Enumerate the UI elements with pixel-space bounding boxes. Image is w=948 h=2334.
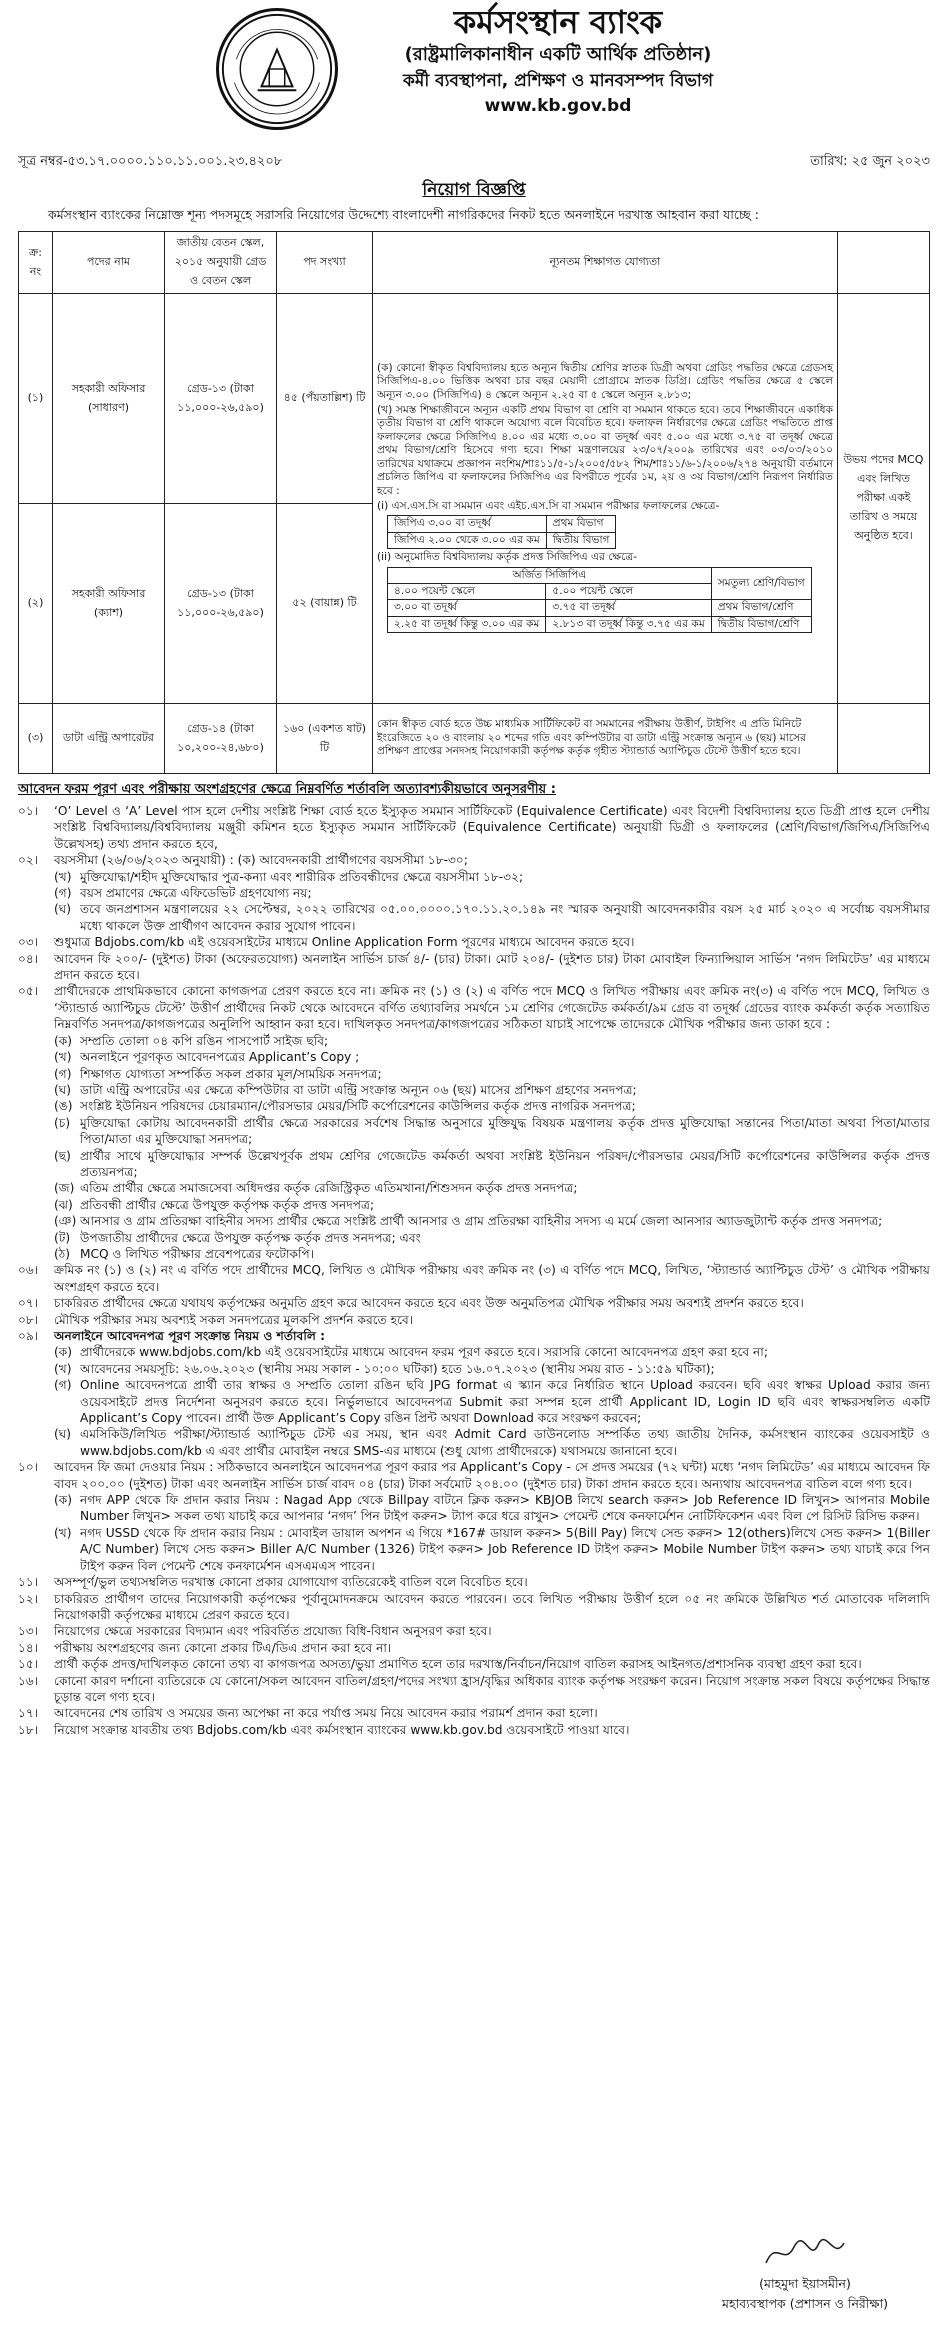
item-number: ০৮। — [18, 1312, 39, 1327]
item-text: নগদ APP থেকে ফি প্রদান করার নিয়ম : Nagad App থেকে Billpay বাটনে ক্লিক করুন> KBJOB লিখে search করুন> Job Reference ID লিখুন> আপনার Mobile Number লিখুন> সকল তথ্য যাচাই করে আপনার ‘নগদ’ পিন টাইপ করুন> ট্যাপ করে ধরে রাখুন> পেমেন্ট শেষে কনফার্মেশন নোটিফিকেশন এবং বিল পে রিসিট রিসিভ করুন। — [80, 1493, 930, 1524]
item-text: বয়স প্রমাণের ক্ষেত্রে এফিডেভিট গ্রহণযোগ্য নয়; — [80, 886, 312, 901]
list-item — [18, 1328, 930, 1344]
qualification-cell — [373, 294, 838, 704]
item-number: (ঘ) — [54, 1427, 72, 1442]
list-item — [18, 951, 930, 984]
item-text: অনলাইনে আবেদনপত্র পূরণ সংক্রান্ত নিয়ম ও শর্তাবলি : — [54, 1329, 326, 1343]
item-text: MCQ ও লিখিত পরীক্ষার প্রবেশপত্রের ফটোকপি। — [80, 1246, 315, 1261]
item-text: চাকরিরত প্রার্থীদের ক্ষেত্রে যথাযথ কর্তৃপক্ষের অনুমতি গ্রহণ করে আবেদন করতে হবে এবং উক্ত অনুমতিপত্র মৌখিক পরীক্ষার সময় অবশ্যই প্রদর্শন করতে হবে। — [54, 1296, 804, 1311]
item-number: ০৭। — [18, 1296, 39, 1311]
empty-cell — [838, 704, 930, 774]
item-text: নগদ USSD থেকে ফি প্রদান করার নিয়ম : মোবাইল ডায়াল অপশন এ গিয়ে *167# ডায়াল করুন> 5(Bill Pay) লিখে সেন্ড করুন> 12(others)লিখে সেন্ড করুন> 1(Biller A/C Number) লিখে সেন্ড করুন> Biller A/C Number (1326) টাইপ করুন> Job Reference ID টাইপ করুন> Mobile Number টাইপ করুন> তথ্য যাচাই করে পিন টাইপ করুন বিল পেমেন্ট শেষে কনফার্মেশন এসএমএস পাবেন। — [80, 1525, 930, 1573]
list-item — [18, 1098, 930, 1114]
list-item — [18, 1295, 930, 1311]
posts-table — [18, 231, 930, 774]
list-item — [18, 1115, 930, 1148]
cgpa-cell: অর্জিত সিজিপিএ — [388, 567, 712, 583]
item-text: নিয়োগের ক্ষেত্রে সরকারের বিদ্যমান এবং পরিবর্তিত প্রযোজ্য বিধি-বিধান অনুসরণ করা হবে। — [54, 1624, 492, 1639]
item-number: ০৩। — [18, 935, 39, 950]
list-item — [18, 983, 930, 1032]
item-text: পরীক্ষায় অংশগ্রহণের জন্য কোনো প্রকার টিএ/ডিএ প্রদান করা হবে না। — [54, 1640, 392, 1655]
item-number: ১২। — [18, 1591, 39, 1606]
item-text: নিয়োগ সংক্রান্ত যাবতীয় তথ্য Bdjobs.com/kb এবং কর্মসংস্থান ব্যাংকের www.kb.gov.bd ওয়েবসাইটে পাওয়া যাবে। — [54, 1722, 630, 1737]
item-text: Online আবেদনপত্রে প্রার্থী তার স্বাক্ষর ও সম্প্রতি তোলা রঙিন ছবি JPG format এ স্ক্যান করে নির্ধারিত স্থানে Upload করবেন। ছবি এবং স্বাক্ষর Upload করার জন্য ওয়েবসাইটে প্রদত্ত নির্দেশনা অনুসরণ করতে হবে। নির্ভুলভাবে আবেদনপত্র Submit করা সম্পন্ন হলে প্রার্থী Applicant ID, Login ID ছবি এবং স্বাক্ষরসম্বলিত একটি Applicant’s Copy পাবেন। প্রার্থী উক্ত Applicant’s Copy রঙিন প্রিন্ট অথবা Download করে সংরক্ষণ করবেন; — [80, 1378, 930, 1426]
list-item — [18, 1673, 930, 1706]
th-extra — [838, 232, 930, 294]
item-text: তবে জনপ্রশাসন মন্ত্রণালয়ের ২২ সেপ্টেম্বর, ২০২২ তারিখের ০৫.০০.০০০০.১৭০.১১.২০.১৪৯ নং স্মারক অনুযায়ী আবেদনকারীর বয়স ২৫ মার্চ ২০২০ এ সর্বোচ্চ বয়সসীমার মধ্যে থাকলে উক্ত প্রার্থীগণ আবেদন করার সুযোগ পাবেন। — [80, 902, 930, 933]
item-number: ১৩। — [18, 1624, 39, 1639]
notice-title: নিয়োগ বিজ্ঞপ্তি — [422, 180, 526, 200]
item-text: আবেদনের সময়সূচি: ২৬.০৬.২০২৩ (স্থানীয় সময় সকাল - ১০:০০ ঘটিকা) হতে ১৬.০৭.২০২৩ (স্থানীয় সময় রাত - ১১:৫৯ ঘটিকা); — [80, 1361, 715, 1376]
list-item — [18, 1591, 930, 1624]
list-item — [18, 901, 930, 934]
department: কর্মী ব্যবস্থাপনা, প্রশিক্ষণ ও মানবসম্পদ বিভাগ — [403, 71, 713, 91]
signatory-name: (মাহমুদা ইয়াসমীন) — [759, 2276, 851, 2291]
item-number: (ঘ) — [54, 902, 72, 917]
row-post: ডাটা এন্ট্রি অপারেটর — [53, 704, 165, 774]
item-text: আবেদনের শেষ তারিখ ও সময়ের জন্য অপেক্ষা না করে পর্যাপ্ত সময় নিয়ে আবেদন করার পরামর্শ প্রদান করা হলো। — [54, 1706, 598, 1721]
list-item — [18, 1459, 930, 1492]
row-sl: (১) — [19, 294, 53, 504]
letterhead — [18, 0, 930, 150]
item-text: ‘O’ Level ও ‘A’ Level পাস হলে দেশীয় সংশ্লিষ্ট শিক্ষা বোর্ড হতে ইস্যুকৃত সমমান সার্টিফিকেট (Equivalence Certificate) এবং বিদেশী বিশ্ববিদ্যালয় হতে ডিগ্রী প্রাপ্ত হলে দেশীয় সংশ্লিষ্ট বিশ্ববিদ্যালয়/বিশ্ববিদ্যালয় মঞ্জুরী কমিশন হতে ইস্যুকৃত সমমান সার্টিফিকেট (Equivalence Certificate) অনুযায়ী ডিগ্রী ও ফলাফলের (শ্রেণি/বিভাগ/জিপিএ/সিজিপিএ উল্লেখসহ) তথ্য প্রদান করতে হবে, — [54, 804, 930, 851]
list-item — [18, 1049, 930, 1065]
list-item — [18, 869, 930, 885]
qual-i: (i) এস.এস.সি বা সমমান এবং এইচ.এস.সি বা সমমান পরীক্ষার ফলাফলের ক্ষেত্রে- — [377, 499, 720, 512]
item-text: শুধুমাত্র Bdjobs.com/kb এই ওয়েবসাইটের মাধ্যমে Online Application Form পূরণের মাধ্যমে আবেদন করতে হবে। — [54, 935, 635, 950]
item-text: প্রার্থীদেরকে www.bdjobs.com/kb এই ওয়েবসাইটের মাধ্যমে আবেদন ফরম পূরণ করতে হবে। সরাসরি কোনো আবেদনপত্র গ্রহণ করা হবে না; — [80, 1345, 768, 1360]
th-qual: ন্যূনতম শিক্ষাগত যোগ্যতা — [373, 232, 838, 294]
item-number: ১৭। — [18, 1706, 39, 1721]
item-number: (খ) — [54, 1050, 72, 1065]
item-text: কোনো কারণ দর্শানো ব্যতিরেকে যে কোনো/সকল আবেদন বাতিল/গ্রহণ/পদের সংখ্যা হ্রাস/বৃদ্ধির অধিকার ব্যাংক কর্তৃপক্ষ সংরক্ষণ করেন। নিয়োগ সংক্রান্ত সকল বিষয়ে কর্তৃপক্ষের সিদ্ধান্ত চূড়ান্ত বলে গণ্য হবে। — [54, 1673, 930, 1704]
item-number: (ঘ) — [54, 1082, 72, 1097]
item-number: (ক) — [54, 1345, 73, 1360]
gpa-cell: জিপিএ ৩.০০ বা তদূর্ধ্ব — [388, 516, 547, 532]
list-item — [18, 1344, 930, 1360]
cgpa-cell: ৩.০০ বা তদূর্ধ্ব — [388, 600, 546, 616]
row-scale: গ্রেড-১৪ (টাকা ১০,২০০-২৪,৬৮০) — [165, 704, 277, 774]
item-text: সংশ্লিষ্ট ইউনিয়ন পরিষদের চেয়ারম্যান/পৌরসভার মেয়র/সিটি কর্পোরেশনের কাউন্সিলর কর্তৃক প্রদত্ত নাগরিক সনদপত্র; — [80, 1099, 636, 1114]
row-scale: গ্রেড-১৩ (টাকা ১১,০০০-২৬,৫৯০) — [165, 504, 277, 704]
list-item — [18, 1148, 930, 1181]
item-text: প্রার্থী কর্তৃক প্রদত্ত/দাখিলকৃত কোনো তথ্য বা কাগজপত্র অসত্য/ভুয়া প্রমাণিত হলে তার দরখাস্ত/নির্বাচন/নিয়োগ বাতিল করাসহ আইনগত/প্রশাসনিক ব্যবস্থা গ্রহণ করা হবে। — [54, 1657, 862, 1672]
item-number: (ঞ) — [54, 1214, 77, 1229]
cgpa-cell: ৩.৭৫ বা তদূর্ধ্ব — [546, 600, 711, 616]
notice-date: তারিখ: ২৫ জুন ২০২৩ — [810, 154, 930, 169]
list-item — [18, 1246, 930, 1262]
list-item — [18, 852, 930, 868]
cgpa-cell: ৪.০০ পয়েন্ট স্কেলে — [388, 583, 546, 599]
item-number: ০২। — [18, 853, 39, 868]
item-number: (ঙ) — [54, 1099, 73, 1114]
list-item — [18, 934, 930, 950]
list-item — [18, 1180, 930, 1196]
item-text: প্রার্থীদেরকে প্রাথমিকভাবে কোনো কাগজপত্র প্রেরণ করতে হবে না। ক্রমিক নং (১) ও (২) এ বর্ণিত পদে MCQ ও লিখিত পরীক্ষায় এবং ক্রমিক নং(৩) এ বর্ণিত পদে MCQ, লিখিত ও ‘স্ট্যান্ডার্ড অ্যাপ্টিচুড টেস্টে’ উত্তীর্ণ প্রার্থীদের নিকট থেকে আবেদনে বর্ণিত তথ্যাবলির সমর্থনে ১ম শ্রেণির গেজেটেড কর্মকর্তা/৯ম গ্রেড বা তদূর্ধ্ব গ্রেডের ব্যাংক কর্মকর্তা কর্তৃক সত্যায়িত নিম্নবর্ণিত সনদপত্র/কাগজপত্রের অনুলিপি আহ্বান করা হবে। দাখিলকৃত সনদপত্র/কাগজপত্রের সঠিকতা যাচাই সাপেক্ষে তাদেরকে মৌখিক পরীক্ষার জন্য ডাকা হবে : — [54, 984, 930, 1032]
list-item — [18, 1197, 930, 1213]
list-item — [18, 1377, 930, 1426]
item-number: (ঠ) — [54, 1246, 71, 1261]
conditions-list — [18, 803, 930, 1738]
item-text: অসম্পূর্ণ/ভুল তথ্যসম্বলিত দরখাস্ত কোনো প্রকার যোগাযোগ ব্যতিরেকেই বাতিল বলে বিবেচিত হবে। — [54, 1575, 528, 1590]
list-item — [18, 1312, 930, 1328]
item-text: সম্প্রতি তোলা ০৪ কপি রঙিন পাসপোর্ট সাইজ ছবি; — [80, 1033, 329, 1048]
list-item — [18, 1525, 930, 1574]
exam-note: উভয় পদের MCQ এবং লিখিত পরীক্ষা একই তারিখ ও সময়ে অনুষ্ঠিত হবে। — [838, 294, 930, 704]
item-number: ০৬। — [18, 1263, 39, 1278]
item-text: এমসিকিউ/লিখিত পরীক্ষা/স্ট্যান্ডার্ড অ্যাপ্টিচুড টেস্ট এর সময়, স্থান এবং Admit Card ডাউনলোড সম্পর্কিত তথ্য জাতীয় দৈনিক, কর্মসংস্থান ব্যাংকের ওয়েবসাইট ও www.bdjobs.com/kb এ এবং প্রার্থীর মোবাইল নম্বরে SMS-এর মাধ্যমে (শুধু যোগ্য প্রার্থীদেরকে) যথাসময়ে জানানো হবে। — [80, 1427, 930, 1458]
item-number: ১১। — [18, 1575, 39, 1590]
item-text: মুক্তিযোদ্ধা কোটায় আবেদনকারী প্রার্থীর ক্ষেত্রে সরকারের সর্বশেষ সিদ্ধান্ত অনুসারে মুক্তিযুদ্ধ বিষয়ক মন্ত্রণালয় কর্তৃক প্রদত্ত মুক্তিযোদ্ধা সন্তানের পিতা/মাতা অথবা পিতা/মাতার পিতা/মাতা এর মুক্তিযোদ্ধা সনদপত্র; — [80, 1115, 930, 1147]
qual-ii: (ii) অনুমোদিত বিশ্ববিদ্যালয় কর্তৃক প্রদত্ত সিজিপিএ এর ক্ষেত্রে- — [377, 551, 637, 564]
item-number: (গ) — [54, 886, 72, 901]
list-item — [18, 1623, 930, 1639]
item-text: আনসার ও গ্রাম প্রতিরক্ষা বাহিনীর সদস্য প্রার্থীর ক্ষেত্রে সংশ্লিষ্ট প্রার্থী আনসার ও গ্রাম প্রতিরক্ষা বাহিনীর সদস্য এ মর্মে জেলা আনসার অ্যাডজুট্যান্ট কর্তৃক প্রদত্ত সনদপত্র; — [80, 1214, 883, 1229]
cgpa-table — [387, 567, 812, 634]
item-number: ১৫। — [18, 1657, 39, 1672]
list-item — [18, 1656, 930, 1672]
item-number: (গ) — [54, 1066, 72, 1081]
row-count: ১৬০ (একশত ষাট) টি — [277, 704, 373, 774]
item-text: শিক্ষাগত যোগ্যতা সম্পর্কিত সকল প্রকার মূল/সাময়িক সনদপত্র; — [80, 1066, 382, 1081]
item-text: চাকরিরত প্রার্থীগণ তাদের নিয়োগকারী কর্তৃপক্ষের পূর্বানুমোদনক্রমে আবেদন করতে পারবেন। তবে লিখিত পরীক্ষায় উত্তীর্ণ হলে ০৫ নং ক্রমিকে উল্লিখিত শর্ত মোতাবেক দলিলাদি নিয়োগকারী কর্তৃপক্ষের মাধ্যমে প্রেরণ করতে হবে। — [54, 1591, 930, 1622]
signature-block — [722, 2233, 888, 2316]
table-row — [19, 294, 930, 504]
reference-row — [18, 152, 930, 173]
item-text: বয়সসীমা (২৬/০৬/২০২৩ অনুযায়ী) : (ক) আবেদনকারী প্রার্থীগণের বয়সসীমা ১৮-৩০; — [54, 853, 468, 868]
item-text: আবেদন ফি জমা দেওয়ার নিয়ম : সঠিকভাবে অনলাইনে আবেদনপত্র পূরণ করার পর Applicant’s Copy - সে প্রদত্ত সময়ের (৭২ ঘন্টা) মধ্যে ‘নগদ লিমিটেড’ এর মাধ্যমে আবেদন ফি বাবদ ২০০.০০ (দুইশত) টাকা এবং অনলাইন সার্ভিস চার্জ বাবদ ০৪ (চার) টাকা সর্বমোট ২০৪.০০ (দুইশত চার) টাকা প্রদান করতে হবে। অন্যথায় আবেদনপত্র বাতিল বলে গণ্য হবে। — [54, 1460, 930, 1491]
list-item — [18, 1262, 930, 1295]
item-text: প্রতিবন্ধী প্রার্থীর ক্ষেত্রে উপযুক্ত কর্তৃপক্ষ কর্তৃক প্রদত্ত সনদপত্র; — [80, 1197, 375, 1212]
cgpa-cell: ২.২৫ বা তদূর্ধ্ব কিন্তু ৩.০০ এর কম — [388, 616, 546, 632]
row-count: ৫২ (বায়ান্ন) টি — [277, 504, 373, 704]
item-number: (খ) — [54, 869, 72, 884]
qual-kha: (খ) সমস্ত শিক্ষাজীবনে অন্যূন একটি প্রথম বিভাগ বা শ্রেণি বা সমমান থাকতে হবে। তবে শিক্ষাজীবনে একাধিক তৃতীয় বিভাগ বা শ্রেণি থাকলে অযোগ্য বলে বিবেচিত হবে। ফলাফল নির্ধারণের ক্ষেত্রে গ্রেডিং পদ্ধতিতে প্রাপ্ত ফলাফলের ক্ষেত্রে সিজিপিএ ৪.০০ এর মধ্যে ৩.০০ বা তদূর্ধ্ব এবং ৫.০০ এর মধ্যে ৩.৭৫ বা তদূর্ধ্ব ক্ষেত্রে প্রথম বিভাগ/শ্রেণি হিসেবে গণ্য হবে। শিক্ষা মন্ত্রণালয়ের ২৩/০৭/২০০৯ তারিখের এবং ০৩/০৩/২০১০ তারিখের যথাক্রমে প্রজ্ঞাপন নংশিম/শাঃ১১/৫-১/২০০৫/৫৮২ শিম/শাঃ১১/৬-১/২০০৬/২৭৪ অনুযায়ী বর্তমানে প্রচলিত জিপিএ বা ফলাফলের সিজিপিএ এর বিপরীতে পূর্বের ১ম, ২য় ও ৩য় বিভাগ/শ্রেণি নিরূপণ নির্ধারিত হবে : — [377, 404, 833, 497]
th-count: পদ সংখ্যা — [277, 232, 373, 294]
th-post: পদের নাম — [53, 232, 165, 294]
gpa-cell: প্রথম বিভাগ — [546, 516, 616, 532]
item-text: প্রার্থীর সাথে মুক্তিযোদ্ধার সম্পর্ক উল্লেখপূর্বক প্রথম শ্রেণির গেজেটেড কর্মকর্তা অথবা সংশ্লিষ্ট ইউনিয়ন পরিষদ/পৌরসভার মেয়র/সিটি কর্পোরেশনের কাউন্সিলর কর্তৃক প্রদত্ত প্রত্যয়নপত্র; — [80, 1148, 930, 1179]
conditions-title: আবেদন ফরম পূরণ এবং পরীক্ষায় অংশগ্রহণের ক্ষেত্রে নিম্নবর্ণিত শর্তাবলি অত্যাবশ্যকীয়ভাবে অনুসরণীয় : — [18, 782, 556, 797]
item-number: ১৮। — [18, 1722, 39, 1737]
gpa-cell: দ্বিতীয় বিভাগ — [546, 532, 616, 548]
row-sl: (৩) — [19, 704, 53, 774]
bank-subtitle: (রাষ্ট্রমালিকানাধীন একটি আর্থিক প্রতিষ্ঠান) — [404, 44, 712, 65]
row-count: ৪৫ (পঁয়তাল্লিশ) টি — [277, 294, 373, 504]
item-number: ১৬। — [18, 1673, 39, 1688]
row-sl: (২) — [19, 504, 53, 704]
list-item — [18, 1230, 930, 1246]
signature-image — [760, 2233, 850, 2273]
cgpa-cell: দ্বিতীয় বিভাগ/শ্রেণি — [711, 616, 811, 632]
intro-text: কর্মসংস্থান ব্যাংকের নিম্নোক্ত শূন্য পদসমূহে সরাসরি নিয়োগের উদ্দেশ্যে বাংলাদেশী নাগরিকদের নিকট হতে অনলাইনে দরখাস্ত আহবান করা যাচ্ছে : — [48, 207, 759, 222]
row-post: সহকারী অফিসার (ক্যাশ) — [53, 504, 165, 704]
list-item — [18, 1033, 930, 1049]
list-item — [18, 1213, 930, 1229]
item-number: (খ) — [54, 1361, 72, 1376]
item-number: (ক) — [54, 1493, 73, 1508]
item-text: এতিম প্রার্থীর ক্ষেত্রে সমাজসেবা অধিদপ্তর কর্তৃক রেজিস্ট্রিকৃত এতিমখানা/শিশুসদন কর্তৃক প্রদত্ত সনদপত্র; — [80, 1181, 578, 1196]
item-text: ক্রমিক নং (১) ও (২) নং এ বর্ণিত পদে প্রার্থীদের MCQ, লিখিত ও মৌখিক পরীক্ষায় এবং ক্রমিক নং (৩) এ বর্ণিত পদে MCQ, লিখিত, ‘স্ট্যান্ডার্ড অ্যাপ্টিচুড টেস্ট’ ও মৌখিক পরীক্ষায় অংশগ্রহণ করতে হবে। — [54, 1263, 930, 1294]
list-item — [18, 1361, 930, 1377]
item-number: (চ) — [54, 1115, 71, 1130]
item-text: মৌখিক পরীক্ষার সময় অবশ্যই সকল সনদপত্রের মূলকপি প্রদর্শন করতে হবে। — [54, 1312, 414, 1327]
th-scale: জাতীয় বেতন স্কেল, ২০১৫ অনুযায়ী গ্রেড ও বেতন স্কেল — [165, 232, 277, 294]
item-text: অনলাইনে পূরণকৃত আবেদনপত্রের Applicant’s Copy ; — [80, 1050, 360, 1065]
table-row — [19, 704, 930, 774]
memo-number: সূত্র নম্বর-৫৩.১৭.০০০০.১১০.১১.০০১.২৩.৪২০৮ — [18, 154, 283, 169]
item-number: (গ) — [54, 1378, 72, 1393]
item-number: (ছ) — [54, 1148, 71, 1163]
cgpa-cell: সমতুল্য শ্রেণি/বিভাগ — [711, 567, 811, 600]
item-number: ০৯। — [18, 1329, 39, 1343]
bank-logo — [216, 8, 338, 130]
item-text: আবেদন ফি ২০০/- (দুইশত) টাকা (অফেরতযোগ্য) অনলাইন সার্ভিস চার্জ ৪/- (চার) টাকা। মোট ২০৪/- (দুইশত চার) টাকা মোবাইল ফিন্যান্সিয়াল সার্ভিস ‘নগদ লিমিটেড’ এর মাধ্যমে প্রদান করতে হবে। — [54, 951, 930, 983]
website-link[interactable]: www.kb.gov.bd — [484, 96, 632, 116]
list-item — [18, 1574, 930, 1590]
item-text: ডাটা এন্ট্রি অপারেটর এর ক্ষেত্রে কম্পিউটার বা ডাটা এন্ট্রি সংক্রান্ত অন্যূন ০৬ (ছয়) মাসের প্রশিক্ষণ গ্রহণের সনদপত্র; — [80, 1082, 637, 1097]
item-number: ০৫। — [18, 984, 39, 999]
bank-name: কর্মসংস্থান ব্যাংক — [453, 3, 663, 41]
list-item — [18, 1492, 930, 1525]
item-number: ০১। — [18, 804, 39, 818]
item-number: (ক) — [54, 1033, 73, 1048]
qual-row3: কোন স্বীকৃত বোর্ড হতে উচ্চ মাধ্যমিক সার্টিফিকেট বা সমমানের পরীক্ষায় উত্তীর্ণ, টাইপিং এ প্রতি মিনিটে ইংরেজিতে ২০ ও বাংলায় ২০ শব্দের গতি এবং কম্পিউটার বা ডাটা এন্ট্রি সংক্রান্ত অন্যূন ৬ (ছয়) মাসের প্রশিক্ষণ প্রাপ্তের সনদসহ নিয়োগকারী কর্তৃপক্ষ কর্তৃক গৃহীত স্ট্যান্ডার্ড অ্যাপ্টিচুড টেস্টে উত্তীর্ণ হতে হবে। — [373, 704, 838, 774]
gpa-table — [387, 515, 616, 549]
item-number: ১০। — [18, 1460, 39, 1475]
list-item — [18, 1722, 930, 1738]
qual-ka: (ক) কোনো স্বীকৃত বিশ্ববিদ্যালয় হতে অন্যূন দ্বিতীয় শ্রেণির স্নাতক ডিগ্রী অথবা গ্রেডিং পদ্ধতির ক্ষেত্রে গ্রেডসহ সিজিপিএ-৪.০০ ভিত্তিক অথবা চার বছর মেয়াদী প্রোগ্রামে স্নাতক ডিগ্রি। গ্রেডিং পদ্ধতির ক্ষেত্রে ৫ স্কেলে অন্যূন ৩.০০ (সিজিপিএ) ৪ স্কেলে অন্যূন ২.২৫ বা ৫ স্কেলে অন্যূন ২.৮১৩; — [377, 361, 833, 401]
list-item — [18, 1082, 930, 1098]
item-number: (ট) — [54, 1230, 71, 1245]
signatory-title: মহাব্যবস্থাপক (প্রশাসন ও নিরীক্ষা) — [722, 2296, 888, 2311]
item-number: (জ) — [54, 1181, 75, 1196]
item-text: মুক্তিযোদ্ধা/শহীদ মুক্তিযোদ্ধার পুত্র-কন্যা এবং শারীরিক প্রতিবন্ধীদের ক্ষেত্রে বয়সসীমা ১৮-৩২; — [80, 869, 524, 884]
table-header-row — [19, 232, 930, 294]
th-sl: ক্র: নং — [19, 232, 53, 294]
list-item — [18, 1705, 930, 1721]
row-scale: গ্রেড-১৩ (টাকা ১১,০০০-২৬,৫৯০) — [165, 294, 277, 504]
list-item — [18, 1066, 930, 1082]
item-number: (খ) — [54, 1525, 72, 1540]
list-item — [18, 803, 930, 852]
row-post: সহকারী অফিসার (সাধারণ) — [53, 294, 165, 504]
item-text: উপজাতীয় প্রার্থীদের ক্ষেত্রে উপযুক্ত কর্তৃপক্ষ কর্তৃক প্রদত্ত সনদপত্র; এবং — [80, 1230, 421, 1245]
list-item — [18, 885, 930, 901]
cgpa-cell: প্রথম বিভাগ/শ্রেণি — [711, 600, 811, 616]
gpa-cell: জিপিএ ২.০০ থেকে ৩.০০ এর কম — [388, 532, 547, 548]
item-number: (ঝ) — [54, 1197, 73, 1212]
cgpa-cell: ৫.০০ পয়েন্ট স্কেলে — [546, 583, 711, 599]
item-number: ১৪। — [18, 1640, 39, 1655]
list-item — [18, 1426, 930, 1459]
cgpa-cell: ২.৮১৩ বা তদূর্ধ্ব কিন্তু ৩.৭৫ এর কম — [546, 616, 711, 632]
list-item — [18, 1640, 930, 1656]
item-number: ০৪। — [18, 951, 39, 966]
